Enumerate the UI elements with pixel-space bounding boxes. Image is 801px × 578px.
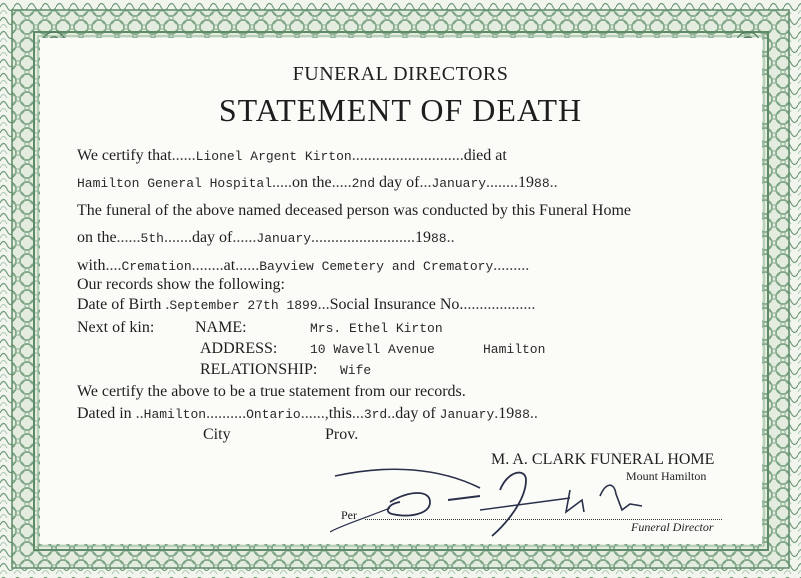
address-value: 10 Wavell Avenue [310, 342, 435, 357]
death-year: 88 [534, 176, 550, 191]
disposition: Cremation [121, 259, 192, 274]
funeral-director-label: Funeral Director [631, 520, 714, 534]
dated-month: January [439, 407, 495, 422]
row-2: Hamilton General Hospital.....on the.....2nd day of...January........1988.. [77, 174, 558, 191]
header-line: FUNERAL DIRECTORS [292, 63, 509, 85]
prov-caption: Prov. [325, 426, 359, 443]
on-the-label: on the [292, 174, 332, 191]
certify-line: We certify the above to be a true statement from our records. [77, 383, 466, 400]
death-day: 2nd [351, 176, 375, 191]
death-month: January [431, 176, 487, 191]
year-prefix: 19 [518, 174, 535, 191]
firm-location: Mount Hamilton [626, 469, 707, 483]
died-at-label: died at [463, 147, 507, 164]
year-prefix: 19 [415, 229, 431, 246]
dated-prov: Ontario [246, 407, 301, 422]
kin-label: Next of kin: [77, 319, 155, 336]
day-of-label: day of [379, 174, 420, 191]
dob-label: Date of Birth [77, 296, 162, 313]
address-city: Hamilton [483, 342, 546, 357]
this-label: this [328, 405, 352, 422]
per-label: Per [341, 508, 357, 522]
row-3: The funeral of the above named deceased person was conducted by this Funeral Home [77, 202, 632, 219]
document-title: STATEMENT OF DEATH [218, 92, 583, 128]
on-the-label: on the [77, 229, 117, 246]
day-of-label: day of [395, 405, 436, 422]
relationship-label: RELATIONSHIP: [200, 361, 318, 378]
dob-value: September 27th 1899 [169, 298, 318, 313]
city-caption: City [203, 426, 231, 443]
row-birth: Date of Birth .September 27th 1899...Social Insurance No................... [77, 296, 536, 313]
sin-label: Social Insurance No. [329, 296, 464, 313]
day-of-label: day of [191, 229, 233, 246]
row-4: on the......5th.......day of......January..........................1988.. [77, 229, 455, 246]
funeral-month: January [256, 231, 311, 246]
dated-year: 88 [514, 407, 530, 422]
firm-name: M. A. CLARK FUNERAL HOME [491, 451, 715, 468]
burial-location: Bayview Cemetery and Crematory [259, 259, 494, 274]
handwritten-signature [330, 460, 670, 540]
row-dated: Dated in ..Hamilton..........Ontario......,this...3rd..day of January.1988.. [77, 405, 538, 422]
year-prefix: 19 [498, 405, 515, 422]
deceased-name: Lionel Argent Kirton [195, 149, 352, 164]
place-of-death: Hamilton General Hospital [77, 176, 273, 191]
dated-label: Dated in [77, 405, 132, 422]
row-1: We certify that......Lionel Argent Kirton............................died at [77, 147, 507, 164]
with-label: with [77, 257, 106, 274]
dated-day: 3rd [363, 407, 388, 422]
kin-name-value: Mrs. Ethel Kirton [310, 321, 443, 336]
certify-prefix: We certify that [77, 147, 172, 164]
at-label: at [223, 257, 236, 274]
row-5: with....Cremation........at......Bayview Cemetery and Crematory......... [77, 257, 530, 274]
funeral-year: 88 [431, 231, 447, 246]
address-label: ADDRESS: [200, 340, 278, 357]
funeral-day: 5th [140, 231, 164, 246]
row-6: Our records show the following: [77, 276, 285, 293]
relationship-value: Wife [340, 363, 372, 378]
dated-city: Hamilton [143, 407, 207, 422]
name-label: NAME: [195, 319, 247, 336]
